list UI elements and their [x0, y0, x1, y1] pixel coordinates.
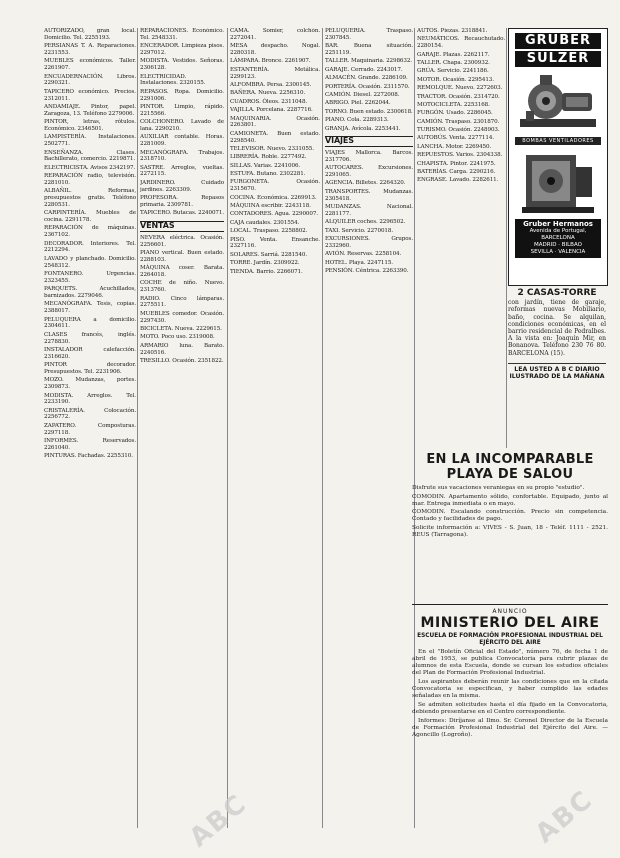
- classified-column-4: [325, 28, 413, 828]
- classified-entry: CAMA. Somier, colchón. 2272041.: [230, 28, 320, 41]
- classified-entry: ENSEÑANZA. Clases. Bachillerato, comercio. 2219871.: [44, 149, 136, 163]
- classified-entry: NEVERA eléctrica. Ocasión. 2256601.: [140, 234, 224, 248]
- classified-entry: ESTANTERÍA. Metálica. 2299123.: [230, 66, 320, 80]
- classified-column-2: [140, 28, 224, 828]
- abc-slogan: LEA USTED A B C DIARIO ILUSTRADO DE LA MAÑANA: [508, 363, 606, 380]
- address-line: MADRID · BILBAO: [534, 242, 582, 248]
- classified-entry: En el "Boletín Oficial del Estado", número 76, de fecha 1 de abril de 1953, se publica Convocatoria para cubrir plazas de alumnos de esta Escuela, donde se cursan los estudios oficiales del Plan de Formación Profesional Industrial.: [412, 649, 608, 676]
- ad-address-block: [515, 219, 601, 258]
- gruber-sulzer-ad: [508, 28, 608, 286]
- notice-title: MINISTERIO DEL AIRE: [420, 615, 600, 631]
- classified-entry: ESTUFA. Butano. 2302281.: [230, 171, 306, 178]
- classified-entry: REPARACIONES. Económico. Tel. 2548331.: [140, 28, 224, 41]
- classified-entry: MOTOR. Ocasión. 2295413.: [417, 76, 494, 83]
- classified-entry: MÁQUINA coser. Barata. 2264018.: [140, 265, 224, 279]
- classified-entry: ANDAMIAJE. Pintor, papel. Zaragoza, 13. Teléfono 2279006.: [44, 103, 136, 117]
- classified-entry: HOTEL. Playa. 2247115.: [325, 259, 393, 266]
- classified-entry: AUTORIZADO, gran local. Domicilio. Tel. 2255193.: [44, 28, 136, 41]
- classified-entry: COLCHONERO. Lavado de lana. 2290210.: [140, 119, 224, 132]
- salou-title-1: EN LA INCOMPARABLE: [426, 452, 594, 467]
- classified-entry: PENSIÓN. Céntrica. 2263390.: [325, 267, 409, 274]
- classified-entry: ALBAÑIL. Reformas, presupuestos gratis. Teléfono 2280531.: [44, 188, 136, 208]
- products-band: BOMBAS VENTILADORES: [515, 137, 601, 145]
- classified-entry: AVIÓN. Reservas. 2258104.: [325, 251, 402, 258]
- classified-entry: PINTOR, letras, rótulos. Económico. 2346501.: [44, 119, 136, 132]
- classified-entry: PORTERÍA. Ocasión. 2311570.: [325, 83, 410, 90]
- classified-entry: RADIO. Cinco lámparas. 2275511.: [140, 295, 224, 309]
- classified-entry: VIAJES Mallorca. Barcos. 2317706.: [325, 150, 413, 163]
- classified-entry: NEUMÁTICOS. Recauchutado. 2280154.: [417, 36, 505, 50]
- column-rule: [322, 28, 323, 828]
- classified-column-1: [44, 28, 136, 828]
- classified-entry: PIANO vertical. Buen estado. 2288103.: [140, 250, 224, 263]
- classified-entry: PINTOR. Limpio, rápido. 2215566.: [140, 103, 224, 117]
- classified-entry: AUTOBÚS. Venta. 2277114.: [417, 135, 494, 142]
- column-rule: [137, 28, 138, 828]
- classified-entry: CLASES francés, inglés. 2278830.: [44, 331, 136, 345]
- classified-entry: MOZO. Mudanzas, portes. 2309873.: [44, 377, 136, 391]
- abc-watermark: ABC: [529, 784, 600, 850]
- classified-entry: CUADROS. Óleos. 2311048.: [230, 98, 308, 105]
- classified-entry: TALLER. Chapa. 2300932.: [417, 59, 490, 66]
- classified-entry: Solicite información a: VIVES - S. Juan, 18 - Teléf. 1111 - 2521. REUS (Tarragona).: [412, 524, 608, 538]
- classified-entry: ALQUILER coches. 2296502.: [325, 219, 406, 226]
- classified-entry: PELUQUERA a domicilio. 2304611.: [44, 316, 136, 330]
- pump-illustration-icon: [516, 71, 600, 135]
- classified-entry: SILLAS. Varias. 2241006.: [230, 162, 301, 169]
- classified-entry: TRACTOR. Ocasión. 2314720.: [417, 93, 500, 100]
- classified-entry: TURISMO. Ocasión. 2248903.: [417, 127, 500, 134]
- classified-entry: GARAJE. Cerrado. 2243017.: [325, 66, 403, 73]
- classified-entry: TALLER. Maquinaria. 2298632.: [325, 58, 412, 65]
- classified-entry: COMODIN. Apartamento sólido, confortable. Equipado, junto al mar. Entrega inmediata o en mayo.: [412, 493, 608, 507]
- classified-entry: CONTADORES. Agua. 2290007.: [230, 211, 318, 218]
- classified-entry: BATERÍAS. Carga. 2290216.: [417, 169, 496, 176]
- classified-entry: BAÑERA. Nueva. 2256310.: [230, 90, 306, 97]
- classified-entry: MODISTA. Vestidos. Señoras. 2306128.: [140, 58, 224, 72]
- classified-entry: ELECTRICISTA. Avisos 2342197.: [44, 164, 136, 171]
- classified-entry: TORNO. Buen estado. 2300618.: [325, 108, 413, 115]
- classified-entry: MUEBLES comedor. Ocasión. 2297430.: [140, 310, 224, 324]
- classified-entry: LOCAL. Traspaso. 2258802.: [230, 228, 308, 235]
- company-name: Gruber Hermanos: [523, 220, 593, 228]
- brand-gruber: GRUBER: [515, 33, 601, 49]
- classified-entry: GRANJA. Avícola. 2253441.: [325, 125, 401, 132]
- classified-entry: Disfrute sus vacaciones veraniegas en su propio "estudio".: [412, 485, 585, 491]
- classified-entry: CAMIÓN. Diesel. 2272008.: [325, 91, 400, 98]
- classified-entry: BICICLETA. Nueva. 2229615.: [140, 325, 222, 332]
- classified-entry: LANCHA. Motor. 2269450.: [417, 143, 492, 150]
- classified-entry: REPARACIÓN radio, televisión. 2281010.: [44, 173, 136, 186]
- classified-entry: AUTOS. Piezas. 2318841.: [417, 28, 488, 34]
- classified-entry: COCINA. Económica. 2269913.: [230, 194, 317, 201]
- classified-entry: JARDINERO. Cuidado jardines. 2263309.: [140, 179, 224, 193]
- classified-entry: MUDANZAS. Nacional. 2281177.: [325, 204, 413, 217]
- classified-entry: REPUESTOS. Varios. 2304338.: [417, 152, 503, 159]
- classified-entry: CRISTALERÍA. Colocación. 2256772.: [44, 407, 136, 421]
- classified-entry: MUEBLES económicos. Taller. 2261907.: [44, 58, 136, 72]
- notice-body: [412, 649, 608, 739]
- classified-entry: SASTRE. Arreglos, vueltas. 2272115.: [140, 164, 224, 178]
- classified-column-5: [417, 28, 505, 448]
- section-heading-ventas: VENTAS: [140, 221, 224, 232]
- classified-entry: PINTOR decorador. Presupuestos. Tel. 2231906.: [44, 362, 136, 375]
- classified-entry: TAXI. Servicio. 2270018.: [325, 227, 394, 234]
- address-line: BARCELONA: [541, 235, 575, 241]
- classified-entry: VAJILLA. Porcelana. 2287716.: [230, 107, 313, 114]
- classified-entry: FURGÓN. Usado. 2286045.: [417, 110, 493, 117]
- classified-entry: REPARACIÓN de máquinas. 2367102.: [44, 225, 136, 239]
- classified-entry: DECORADOR. Interiores. Tel. 2212294.: [44, 240, 136, 254]
- classified-entry: TAPICERO económico. Precios. 2312011.: [44, 88, 136, 102]
- classified-entry: SOLARES. Sarriá. 2281540.: [230, 251, 308, 258]
- classified-entry: AUTOCARES. Excursiones. 2291065.: [325, 165, 413, 179]
- classified-entry: AUXILIAR contable. Horas. 2281009.: [140, 134, 224, 148]
- classified-entry: Los aspirantes deberán reunir las condiciones que en la citada Convocatoria se especifican, y haber cumplido las edades señaladas en la misma.: [412, 679, 608, 699]
- classified-entry: ENCERADOR. Limpieza pisos. 2297012.: [140, 43, 224, 56]
- notice-label: ANUNCIO: [492, 608, 528, 615]
- classified-entry: MESA despacho. Nogal. 2280318.: [230, 43, 320, 56]
- column-rule: [227, 28, 228, 828]
- classified-entry: ELECTRICIDAD. Instalaciones. 2320155.: [140, 73, 206, 87]
- classified-entry: CHAPISTA. Pintor. 2241975.: [417, 160, 496, 167]
- classified-entry: AGENCIA. Billetes. 2264320.: [325, 180, 406, 187]
- classified-entry: ALFOMBRA. Persa. 2300145.: [230, 81, 312, 88]
- classified-entry: COMODIN. Escalando construcción. Precio sin competencia. Contado y facilidades de pago.: [412, 509, 608, 522]
- classified-entry: LÁMPARA. Bronce. 2261907.: [230, 58, 311, 65]
- classified-entry: ENGRASE. Lavado. 2282611.: [417, 177, 499, 184]
- classified-entry: LAMPISTERÍA. Instalaciones. 2502771.: [44, 134, 136, 148]
- classified-entry: CARPINTERÍA. Muebles de cocina. 2291178.: [44, 210, 136, 224]
- classified-entry: COCHE de niño. Nuevo. 2313760.: [140, 280, 224, 294]
- classified-entry: TRANSPORTES. Mudanzas. 2305418.: [325, 188, 413, 202]
- address-line: Avenida de Portugal,: [529, 228, 587, 234]
- classified-entry: Informes: Diríjanse al Ilmo. Sr. Coronel Director de la Escuela de Formación Profesional Industrial del Ejército del Aire. — Agoncillo (Logroño).: [412, 718, 608, 738]
- classified-entry: EXCURSIONES. Grupos. 2332960.: [325, 236, 413, 249]
- classified-entry: TIENDA. Barrio. 2266071.: [230, 268, 303, 275]
- notice-subtitle: ESCUELA DE FORMACIÓN PROFESIONAL INDUSTRIAL DEL EJÉRCITO DEL AIRE: [417, 633, 603, 646]
- casas-body: con jardín, tiene de garaje, reformas nuevas Mobiliario, baño, cocina. Se alquilan, condiciones económicas, en el barrio residencial de Pedralbes. A la vista en: Joaquín Mir, en Bonanova. Teléfono 230 76 80. BARCELONA (15).: [508, 299, 606, 357]
- casas-torre-ad: [508, 290, 606, 420]
- classified-entry: MECANÓGRAFA. Tesis, copias. 2388017.: [44, 301, 136, 315]
- classified-entry: ARMARIO luna. Barato. 2240516.: [140, 342, 224, 356]
- classified-entry: TRESILLO. Ocasión. 2351822.: [140, 357, 224, 364]
- classified-entry: PISO. Venta. Ensanche. 2327116.: [230, 236, 320, 250]
- casas-title: 2 CASAS-TORRE: [517, 288, 597, 298]
- classified-entry: INFORMES. Reservados. 2261040.: [44, 438, 136, 451]
- classified-entry: ZAPATERO. Composturas. 2297118.: [44, 422, 136, 436]
- classified-entry: MECANÓGRAFA. Trabajos. 2318710.: [140, 149, 224, 163]
- classified-entry: GARAJE. Plazas. 2262117.: [417, 51, 490, 58]
- section-heading-viajes: VIAJES: [325, 136, 413, 147]
- classified-entry: LAVADO y planchado. Domicilio. 2548312.: [44, 255, 136, 269]
- classified-entry: LIBRERÍA. Roble. 2277492.: [230, 154, 307, 161]
- classified-entry: ABRIGO. Piel. 2262044.: [325, 100, 391, 107]
- classified-entry: Se admiten solicitudes hasta el día fijado en la Convocatoria, debiendo presentarse en el Centro correspondiente.: [412, 702, 608, 715]
- abc-watermark: ABC: [183, 788, 254, 854]
- address-line: SEVILLA · VALENCIA: [530, 249, 586, 255]
- classified-entry: MOTO. Poco uso. 2319008.: [140, 334, 215, 341]
- brand-sulzer: SULZER: [515, 51, 601, 67]
- classified-entry: CAMIÓN. Traspaso. 2301870.: [417, 118, 500, 125]
- classified-column-3: [230, 28, 320, 828]
- classified-entry: PERSIANAS T. A. Reparaciones. 2231553.: [44, 43, 136, 56]
- classified-entry: CAMIONETA. Buen estado. 2298540.: [230, 130, 320, 144]
- classified-entry: GRÚA. Servicio. 2241186.: [417, 68, 489, 75]
- classified-entry: PARQUETS. Acuchillados, barnizados. 2279046.: [44, 286, 136, 299]
- fan-illustration-icon: [516, 147, 600, 219]
- classified-entry: REMOLQUE. Nuevo. 2272603.: [417, 85, 503, 92]
- column-rule: [506, 28, 507, 448]
- classified-entry: MAQUINARIA. Ocasión. 2263801.: [230, 115, 320, 129]
- classified-entry: INSTALADOR calefacción. 2316620.: [44, 346, 136, 360]
- classified-entry: REPASOS. Ropa. Domicilio. 2291006.: [140, 88, 224, 102]
- classified-entry: MÁQUINA escribir. 2243118.: [230, 203, 311, 210]
- classified-entry: CAJA caudales. 2301554.: [230, 219, 300, 226]
- classified-entry: ENCUADERNACIÓN. Libros. 2290321.: [44, 73, 136, 87]
- classified-entry: BAR. Buena situación. 2251119.: [325, 43, 413, 56]
- classified-entry: MOTOCICLETA. 2253168.: [417, 101, 490, 108]
- classified-entry: PROFESORA. Repasos primaria. 2309781.: [140, 195, 224, 208]
- classified-entry: FURGONETA. Ocasión. 2315670.: [230, 179, 320, 193]
- salou-title-2: PLAYA DE SALOU: [446, 467, 574, 482]
- salou-body: [412, 485, 608, 539]
- classified-entry: TAPICERO. Butacas. 2240071.: [140, 210, 224, 217]
- classified-entry: TELEVISOR. Nuevo. 2331055.: [230, 145, 314, 152]
- classified-entry: PELUQUERÍA. Traspaso. 2307845.: [325, 28, 413, 41]
- classified-entry: PINTURAS. Fachadas. 2255310.: [44, 453, 133, 460]
- classified-entry: MODISTA. Arreglos. Tel. 2233190.: [44, 392, 136, 406]
- classified-entry: ALMACÉN. Grande. 2286109.: [325, 75, 408, 82]
- classified-entry: TORRE. Jardín. 2309922.: [230, 260, 300, 267]
- salou-ad: [412, 452, 608, 598]
- classified-entry: FONTANERO. Urgencias. 2323455.: [44, 271, 136, 284]
- classified-entry: PIANO. Cola. 2289313.: [325, 117, 389, 124]
